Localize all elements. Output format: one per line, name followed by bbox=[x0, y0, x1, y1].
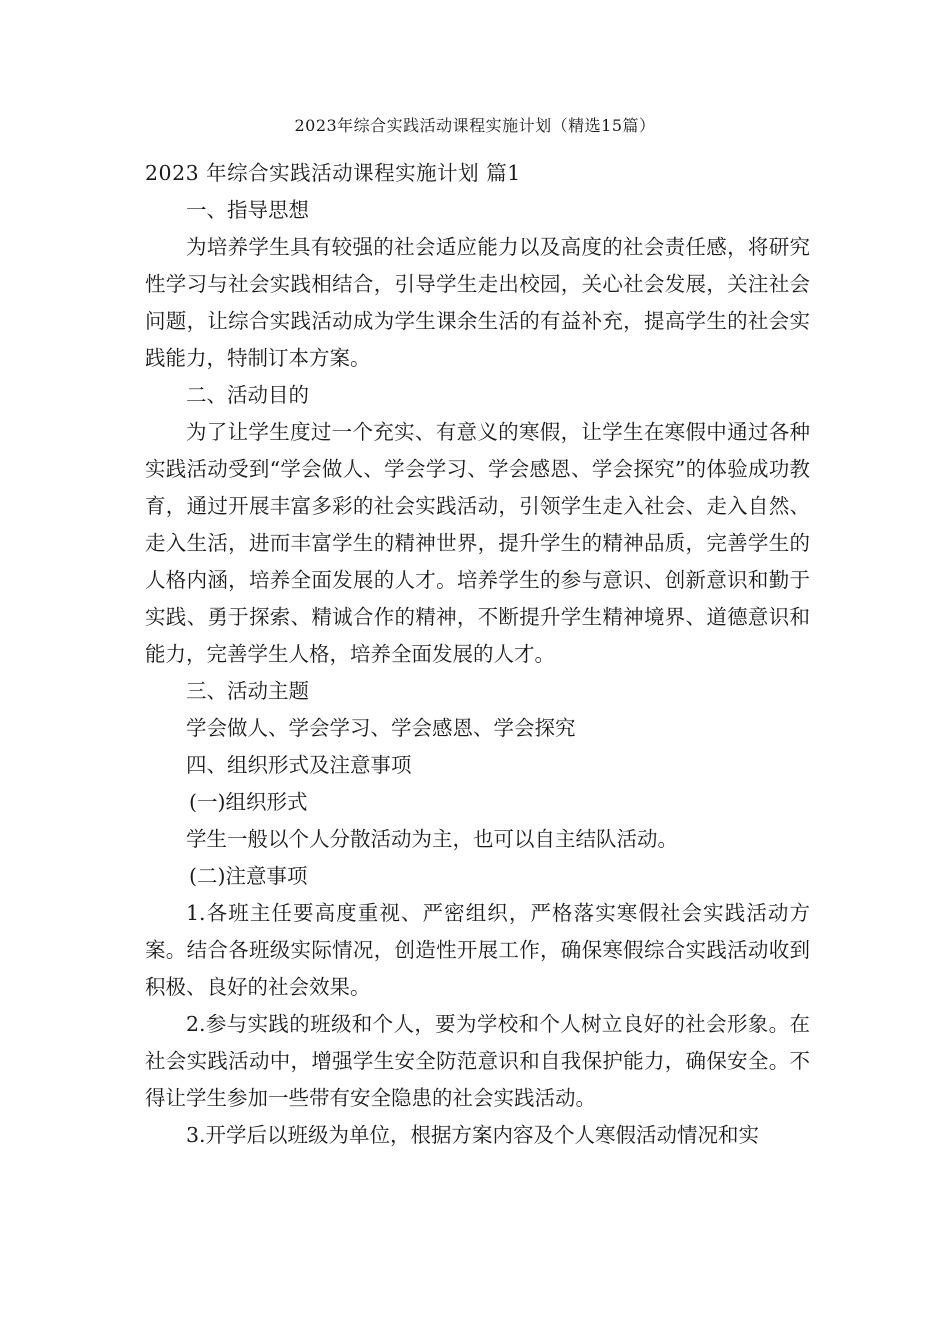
paragraph-note-2: 2.参与实践的班级和个人，要为学校和个人树立良好的社会形象。在社会实践活动中，增强学生安全防范意识和自我保护能力，确保安全。不得让学生参加一些带有安全隐患的社会实践活动。 bbox=[145, 1012, 810, 1110]
heading-activity-purpose: 二、活动目的 bbox=[186, 383, 309, 407]
document-body bbox=[145, 155, 810, 1154]
document-title: 2023年综合实践活动课程实施计划（精选15篇） bbox=[294, 116, 656, 135]
paragraph-activity-purpose: 为了让学生度过一个充实、有意义的寒假，让学生在寒假中通过各种实践活动受到“学会做人、学会学习、学会感恩、学会探究”的体验成功教育，通过开展丰富多彩的社会实践活动，引领学生走入社会、走入自然、走入生活，进而丰富学生的精神世界，提升学生的精神品质，完善学生的人格内涵，培养全面发展的人才。培养学生的参与意识、创新意识和勤于实践、勇于探索、精诚合作的精神，不断提升学生精神境界、道德意识和能力，完善学生人格，培养全面发展的人才。 bbox=[145, 420, 810, 666]
section-title: 2023 年综合实践活动课程实施计划 篇1 bbox=[145, 161, 521, 185]
subheading-organization-form: (一)组织形式 bbox=[189, 790, 308, 814]
heading-organization: 四、组织形式及注意事项 bbox=[186, 753, 412, 777]
paragraph-organization-form: 学生一般以个人分散活动为主，也可以自主结队活动。 bbox=[186, 827, 678, 851]
heading-guiding-ideology: 一、指导思想 bbox=[186, 198, 309, 222]
paragraph-guiding-ideology: 为培养学生具有较强的社会适应能力以及高度的社会责任感，将研究性学习与社会实践相结合，引导学生走出校园，关心社会发展，关注社会问题，让综合实践活动成为学生课余生活的有益补充，提高学生的社会实践能力，特制订本方案。 bbox=[145, 235, 810, 370]
heading-activity-theme: 三、活动主题 bbox=[186, 679, 309, 703]
paragraph-activity-theme: 学会做人、学会学习、学会感恩、学会探究 bbox=[186, 716, 576, 740]
paragraph-note-3: 3.开学后以班级为单位，根据方案内容及个人寒假活动情况和实 bbox=[186, 1123, 760, 1147]
subheading-notes: (二)注意事项 bbox=[189, 864, 308, 888]
paragraph-note-1: 1.各班主任要高度重视、严密组织，严格落实寒假社会实践活动方案。结合各班级实际情况，创造性开展工作，确保寒假综合实践活动收到积极、良好的社会效果。 bbox=[145, 901, 810, 999]
